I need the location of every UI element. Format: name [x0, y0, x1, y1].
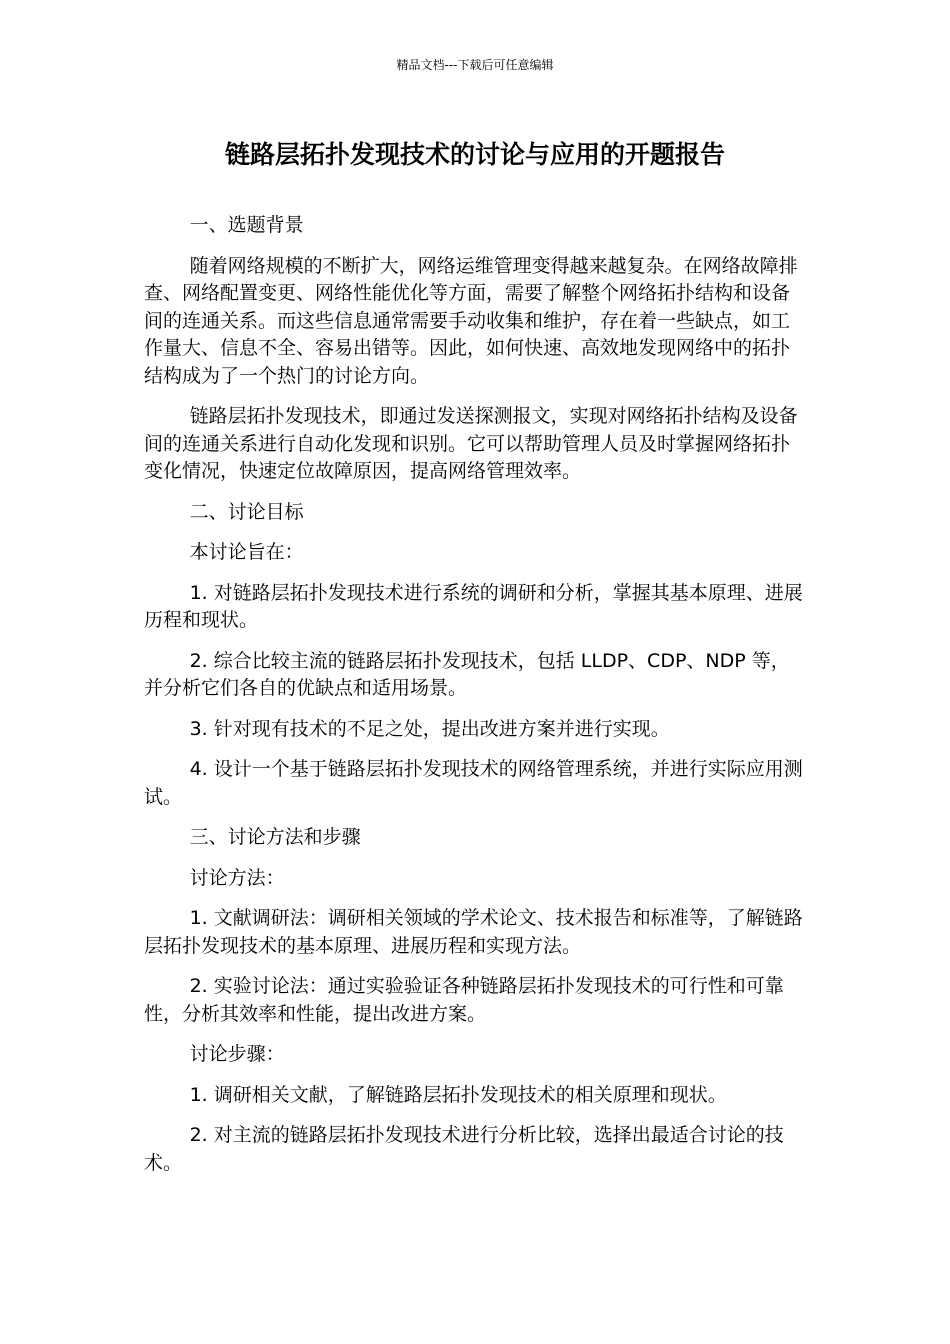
header-note: 精品文档---下载后可任意编辑	[396, 58, 554, 72]
section-heading-goals: 二、讨论目标	[189, 500, 304, 523]
document-body	[144, 212, 808, 1190]
list-item-step-2: 2. 对主流的链路层拓扑发现技术进行分析比较，选择出最适合讨论的技术。	[144, 1124, 784, 1174]
list-item-goal-2: 2. 综合比较主流的链路层拓扑发现技术，包括 LLDP、CDP、NDP 等，并分析它们各自的优缺点和适用场景。	[144, 649, 790, 699]
paragraph-goals-intro: 本讨论旨在：	[189, 541, 304, 563]
list-item-goal-4: 4. 设计一个基于链路层拓扑发现技术的网络管理系统，并进行实际应用测试。	[144, 758, 803, 808]
document-title: 链路层拓扑发现技术的讨论与应用的开题报告	[224, 140, 725, 169]
list-item-step-1: 1. 调研相关文献，了解链路层拓扑发现技术的相关原理和现状。	[189, 1083, 727, 1106]
paragraph-background-2: 链路层拓扑发现技术，即通过发送探测报文，实现对网络拓扑结构及设备间的连通关系进行自动化发现和识别。它可以帮助管理人员及时掌握网络拓扑变化情况，快速定位故障原因，提高网络管理效率。	[144, 405, 798, 482]
section-heading-methods: 三、讨论方法和步骤	[189, 826, 361, 848]
paragraph-background-1: 随着网络规模的不断扩大，网络运维管理变得越来越复杂。在网络故障排查、网络配置变更、网络性能优化等方面，需要了解整个网络拓扑结构和设备间的连通关系。而这些信息通常需要手动收集和维护，存在着一些缺点，如工作量大、信息不全、容易出错等。因此，如何快速、高效地发现网络中的拓扑结构成为了一个热门的讨论方向。	[144, 254, 798, 387]
list-item-goal-1: 1. 对链路层拓扑发现技术进行系统的调研和分析，掌握其基本原理、进展历程和现状。	[144, 581, 803, 631]
paragraph-methods-intro: 讨论方法：	[189, 866, 285, 889]
list-item-method-2: 2. 实验讨论法：通过实验验证各种链路层拓扑发现技术的可行性和可靠性，分析其效率和性能，提出改进方案。	[144, 975, 784, 1025]
section-heading-background: 一、选题背景	[189, 214, 304, 236]
paragraph-steps-intro: 讨论步骤：	[189, 1043, 285, 1065]
list-item-method-1: 1. 文献调研法：调研相关领域的学术论文、技术报告和标准等，了解链路层拓扑发现技术的基本原理、进展历程和实现方法。	[144, 907, 803, 957]
list-item-goal-3: 3. 针对现有技术的不足之处，提出改进方案并进行实现。	[189, 717, 670, 740]
